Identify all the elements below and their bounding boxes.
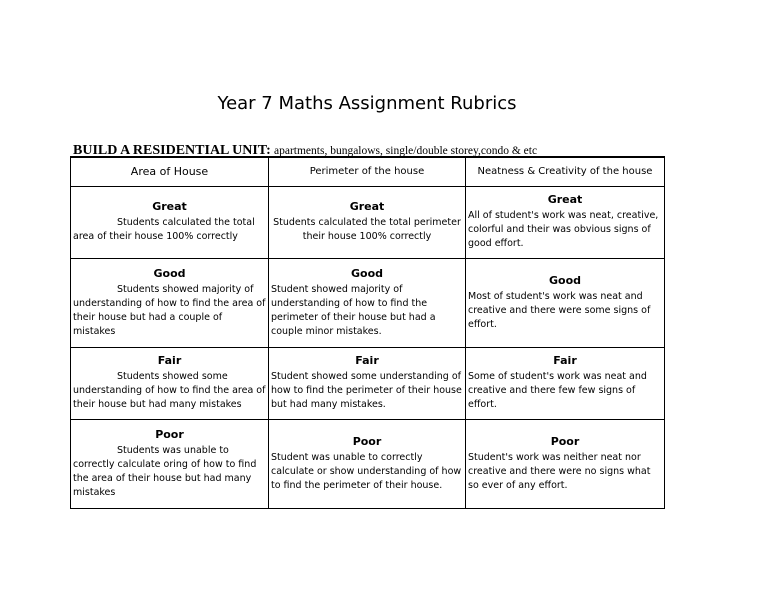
level-description: Student showed majority of understanding of how to find the perimeter of their house but had a couple minor mistakes.	[271, 283, 436, 337]
rubric-cell	[466, 187, 665, 259]
rubric-row-fair	[71, 347, 665, 419]
level-label: Poor	[155, 427, 184, 441]
level-description: Students showed majority of understanding of how to find the area of their house but had a couple of mistakes	[73, 283, 266, 337]
level-label: Good	[350, 266, 384, 280]
level-label: Good	[548, 273, 582, 287]
rubric-cell	[269, 419, 466, 508]
rubric-cell	[71, 347, 269, 419]
level-description: Students showed some understanding of how to find the area of their house but had many mistakes	[73, 371, 266, 411]
level-description: Some of student's work was neat and creative and there few few signs of effort.	[468, 371, 647, 411]
rubric-cell	[466, 419, 665, 508]
subtitle-bold: BUILD A RESIDENTIAL UNIT:	[73, 143, 271, 158]
rubric-row-great	[71, 187, 665, 259]
level-description: Students calculated the total perimeter their house 100% correctly	[273, 217, 461, 243]
level-label: Fair	[553, 354, 577, 368]
level-label: Great	[349, 200, 385, 214]
level-label: Fair	[355, 354, 379, 368]
level-description: Students was unable to correctly calculate oring of how to find the area of their house but had many mistakes	[73, 444, 257, 498]
rubric-cell	[71, 258, 269, 347]
level-description: Student showed some understanding of how to find the perimeter of their house but had many mistakes.	[271, 371, 462, 411]
level-description: Most of student's work was neat and creative and there were some signs of effort.	[468, 290, 651, 330]
level-description: Students calculated the total area of their house 100% correctly	[73, 217, 255, 243]
level-label: Great	[547, 193, 583, 207]
rubric-cell	[466, 258, 665, 347]
level-label: Poor	[550, 434, 580, 448]
level-label: Good	[153, 266, 186, 280]
rubric-cell	[269, 187, 466, 259]
rubric-cell	[71, 419, 269, 508]
rubric-cell	[269, 347, 466, 419]
rubric-cell	[466, 347, 665, 419]
rubric-row-good	[71, 258, 665, 347]
column-header-perimeter: Perimeter of the house	[269, 157, 466, 187]
level-description: Student's work was neither neat nor creative and there were no signs what so ever of any effort.	[468, 451, 651, 491]
rubric-cell	[71, 187, 269, 259]
rubric-cell	[269, 258, 466, 347]
rubric-table	[70, 156, 665, 509]
column-header-area: Area of House	[71, 157, 269, 187]
level-label: Great	[152, 200, 187, 214]
subtitle-rest: apartments, bungalows, single/double storey,condo & etc	[274, 145, 538, 157]
rubric-row-poor	[71, 419, 665, 508]
level-label: Poor	[352, 434, 382, 448]
level-label: Fair	[157, 354, 182, 368]
column-header-neatness: Neatness & Creativity of the house	[466, 157, 665, 187]
header-row	[71, 157, 665, 187]
level-description: All of student's work was neat, creative, colorful and their was obvious signs of good effort.	[468, 210, 659, 250]
level-description: Student was unable to correctly calculate or show understanding of how to find the perimeter of their house.	[271, 451, 462, 491]
page-title: Year 7 Maths Assignment Rubrics	[217, 93, 517, 114]
